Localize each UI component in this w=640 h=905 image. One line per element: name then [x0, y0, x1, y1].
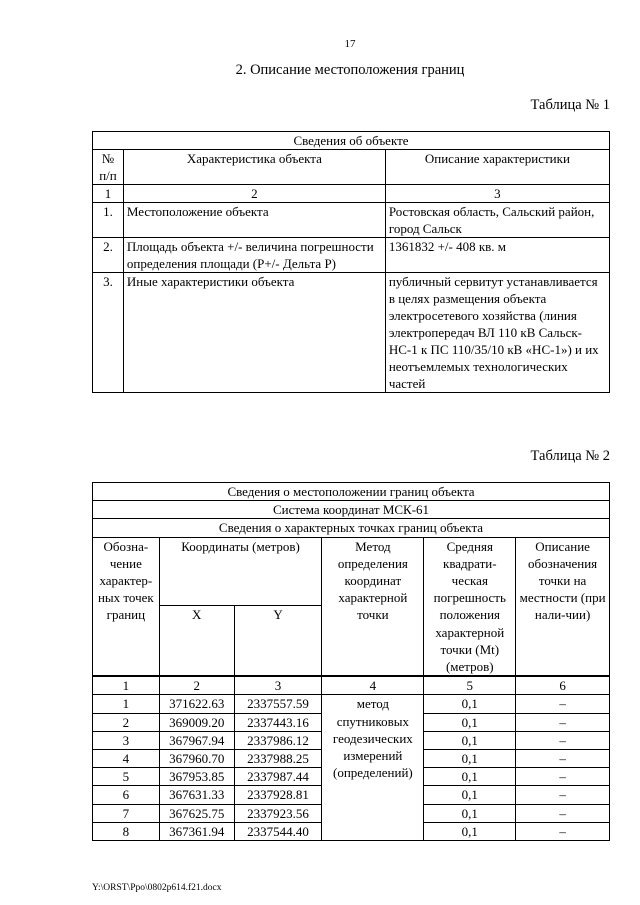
point-desc: – [516, 731, 610, 749]
point-desc: – [516, 768, 610, 786]
col-designation: Обозна-чение характер-ных точек границ [93, 537, 160, 676]
point-mt: 0,1 [424, 822, 516, 840]
point-desc: – [516, 786, 610, 804]
point-mt: 0,1 [424, 768, 516, 786]
point-mt: 0,1 [424, 750, 516, 768]
point-x: 367960.70 [159, 750, 234, 768]
method-cell: метод спутниковых геодезических измерений (определений) [322, 695, 424, 841]
point-id: 1 [93, 695, 160, 713]
col-num: 4 [322, 676, 424, 695]
point-mt: 0,1 [424, 695, 516, 713]
point-id: 4 [93, 750, 160, 768]
point-x: 367631.33 [159, 786, 234, 804]
row-characteristic: Иные характеристики объекта [123, 273, 385, 393]
point-desc: – [516, 695, 610, 713]
row-number: 3. [93, 273, 124, 393]
col-num: 1 [93, 676, 160, 695]
table-row [93, 273, 610, 393]
col-num: 3 [234, 676, 322, 695]
point-x: 367967.94 [159, 731, 234, 749]
table-row [93, 695, 610, 713]
col-coordinates: Координаты (метров) [159, 537, 322, 606]
point-id: 6 [93, 786, 160, 804]
point-y: 2337544.40 [234, 822, 322, 840]
section-title: 2. Описание местоположения границ [235, 62, 465, 78]
page-number: 17 [344, 38, 356, 50]
point-y: 2337923.56 [234, 804, 322, 822]
point-y: 2337928.81 [234, 786, 322, 804]
point-id: 2 [93, 713, 160, 731]
point-x: 367953.85 [159, 768, 234, 786]
table1-col-char: Характеристика объекта [123, 150, 385, 185]
col-y: Y [234, 606, 322, 677]
col-x: X [159, 606, 234, 677]
table1-col-desc: Описание характеристики [385, 150, 609, 185]
table-row [93, 238, 610, 273]
col-method: Метод определения координат характерной точки [322, 537, 424, 676]
point-desc: – [516, 713, 610, 731]
table1-header: Сведения об объекте [93, 132, 610, 150]
point-y: 2337986.12 [234, 731, 322, 749]
table1-col-num: 3 [385, 185, 609, 203]
col-num: 5 [424, 676, 516, 695]
boundary-points-table [92, 482, 610, 841]
point-desc: – [516, 750, 610, 768]
point-id: 5 [93, 768, 160, 786]
col-num: 6 [516, 676, 610, 695]
point-id: 3 [93, 731, 160, 749]
row-characteristic: Местоположение объекта [123, 203, 385, 238]
object-info-table [92, 131, 610, 393]
row-characteristic: Площадь объекта +/- величина погрешности определения площади (P+/- Дельта P) [123, 238, 385, 273]
row-description: Ростовская область, Сальский район, город Сальск [385, 203, 609, 238]
table2-header-1: Сведения о местоположении границ объекта [93, 483, 610, 501]
table-row [93, 203, 610, 238]
col-description: Описание обозначения точки на местности (при нали-чии) [516, 537, 610, 676]
row-description: публичный сервитут устанавливается в целях размещения объекта электросетевого хозяйства (линия электропередач ВЛ 110 кВ Сальск-НС-1 к ПС 110/35/10 кВ «НС-1») и их неотъемлемых технологических частей [385, 273, 609, 393]
table1-col-num: 1 [93, 185, 124, 203]
table2-label: Таблица № 2 [530, 448, 610, 464]
point-y: 2337443.16 [234, 713, 322, 731]
point-y: 2337987.44 [234, 768, 322, 786]
point-mt: 0,1 [424, 713, 516, 731]
point-x: 371622.63 [159, 695, 234, 713]
footer-file-path: Y:\ORST\Ppo\0802p614.f21.docx [92, 883, 222, 893]
table1-col-no: № п/п [93, 150, 124, 185]
row-number: 2. [93, 238, 124, 273]
table1-label: Таблица № 1 [530, 97, 610, 113]
point-desc: – [516, 822, 610, 840]
point-id: 8 [93, 822, 160, 840]
table1-col-num: 2 [123, 185, 385, 203]
point-mt: 0,1 [424, 731, 516, 749]
point-y: 2337988.25 [234, 750, 322, 768]
table2-header-2: Система координат МСК-61 [93, 501, 610, 519]
point-desc: – [516, 804, 610, 822]
point-x: 369009.20 [159, 713, 234, 731]
col-num: 2 [159, 676, 234, 695]
point-mt: 0,1 [424, 786, 516, 804]
col-error: Средняя квадрати-ческая погрешность положения характерной точки (Mt) (метров) [424, 537, 516, 676]
row-number: 1. [93, 203, 124, 238]
table2-header-3: Сведения о характерных точках границ объекта [93, 519, 610, 537]
point-x: 367361.94 [159, 822, 234, 840]
point-x: 367625.75 [159, 804, 234, 822]
point-y: 2337557.59 [234, 695, 322, 713]
point-id: 7 [93, 804, 160, 822]
point-mt: 0,1 [424, 804, 516, 822]
row-description: 1361832 +/- 408 кв. м [385, 238, 609, 273]
